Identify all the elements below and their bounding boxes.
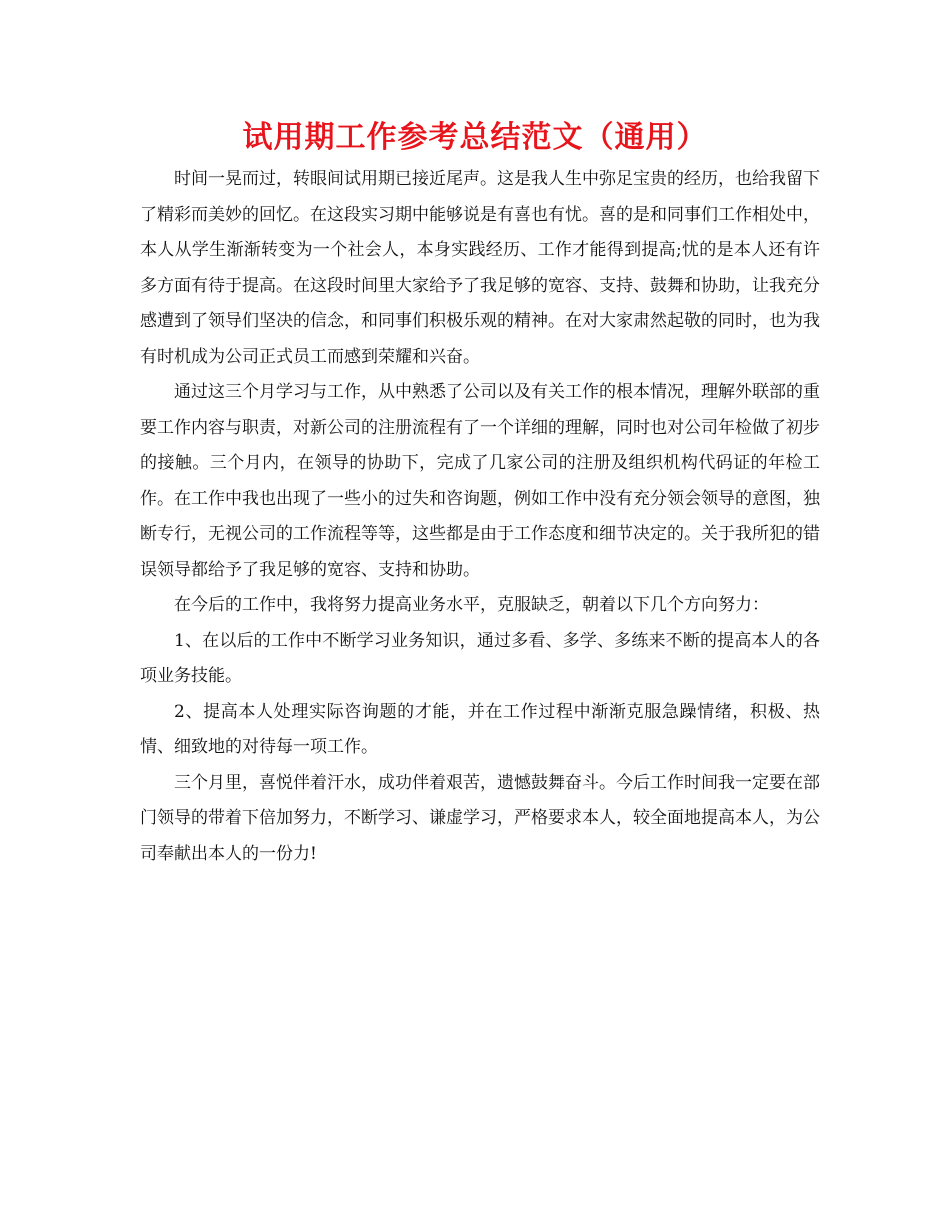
document-title: 试用期工作参考总结范文（通用） xyxy=(242,120,708,155)
paragraph-future-intro: 在今后的工作中，我将努力提高业务水平，克服缺乏，朝着以下几个方向努力： xyxy=(174,595,769,615)
paragraph-work-review: 通过这三个月学习与工作，从中熟悉了公司以及有关工作的根本情况，理解外联部的重要工作内容与职责，对新公司的注册流程有了一个详细的理解，同时也对公司年检做了初步的接触。三个月内，在领导的协助下，完成了几家公司的注册及组织机构代码证的年检工作。在工作中我也出现了一些小的过失和咨询题，例如工作中没有充分领会领导的意图，独断专行，无视公司的工作流程等等，这些都是由于工作态度和细节决定的。关于我所犯的错误领导都给予了我足够的宽容、支持和协助。 xyxy=(140,382,820,580)
paragraph-intro: 时间一晃而过，转眼间试用期已接近尾声。这是我人生中弥足宝贵的经历，也给我留下了精彩而美妙的回忆。在这段实习期中能够说是有喜也有忧。喜的是和同事们工作相处中，本人从学生渐渐转变为一个社会人，本身实践经历、工作才能得到提高;忧的是本人还有许多方面有待于提高。在这段时间里大家给予了我足够的宽容、支持、鼓舞和协助，让我充分感遭到了领导们坚决的信念，和同事们积极乐观的精神。在对大家肃然起敬的同时，也为我有时机成为公司正式员工而感到荣耀和兴奋。 xyxy=(140,169,820,367)
document-body xyxy=(140,162,820,872)
paragraph-goal-2: 2、提高本人处理实际咨询题的才能，并在工作过程中渐渐克服急躁情绪，积极、热情、细致地的对待每一项工作。 xyxy=(140,701,820,757)
paragraph-goal-1: 1、在以后的工作中不断学习业务知识，通过多看、多学、多练来不断的提高本人的各项业务技能。 xyxy=(140,630,820,686)
paragraph-conclusion: 三个月里，喜悦伴着汗水，成功伴着艰苦，遗憾鼓舞奋斗。今后工作时间我一定要在部门领导的带着下倍加努力，不断学习、谦虚学习，严格要求本人，较全面地提高本人，为公司奉献出本人的一份力! xyxy=(140,772,820,864)
